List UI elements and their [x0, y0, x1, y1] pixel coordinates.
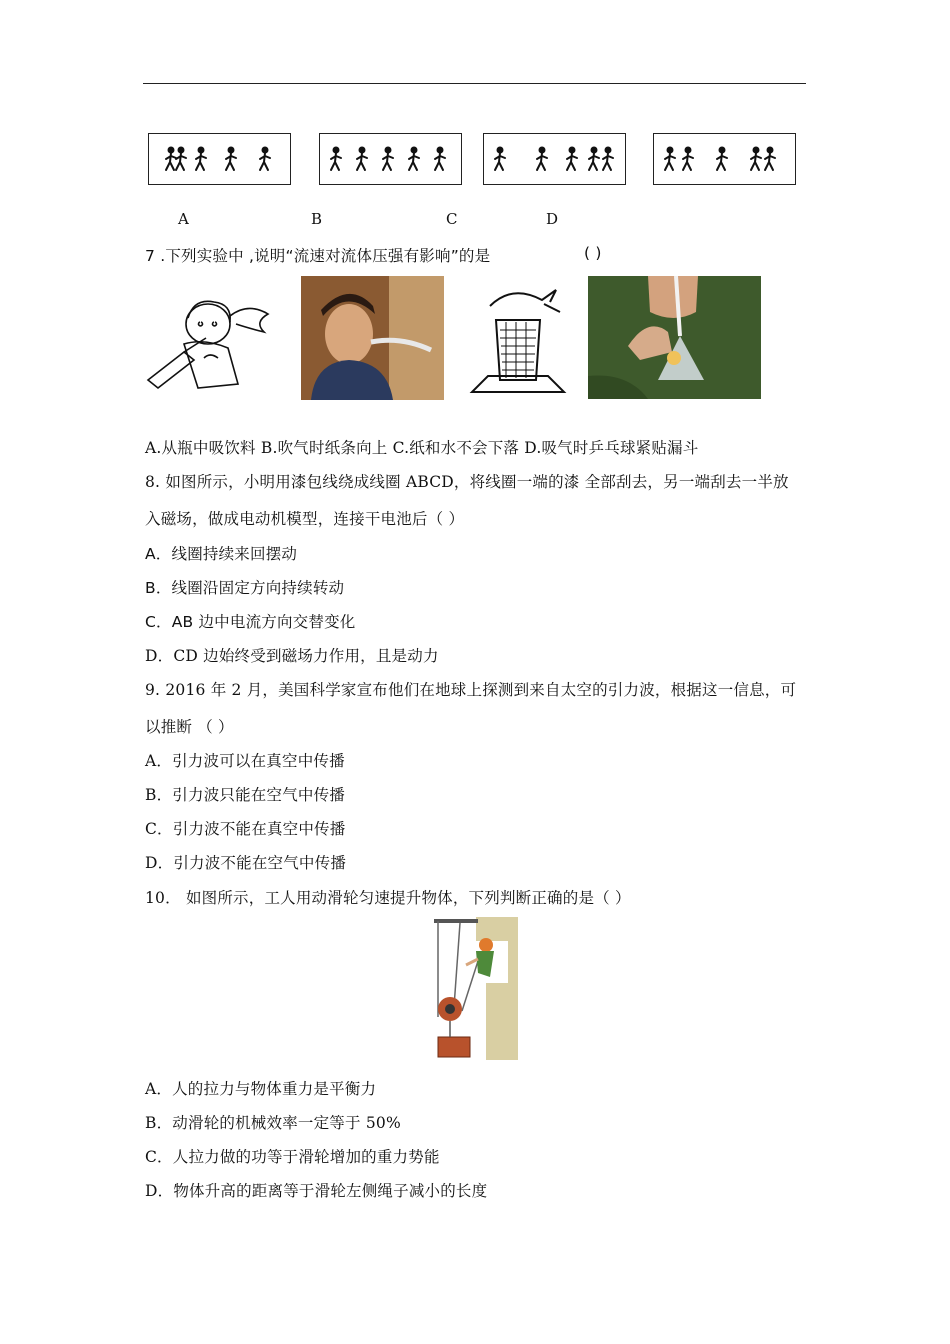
header-rule — [143, 83, 806, 84]
q10-option-b: B．动滑轮的机械效率一定等于 50% — [145, 1114, 401, 1132]
q7-stem: 7 .下列实验中 ,说明“流速对流体压强有影响”的是 — [145, 247, 491, 265]
q10-option-a: A．人的拉力与物体重力是平衡力 — [145, 1080, 377, 1098]
q8-option-a: A．线圈持续来回摆动 — [145, 545, 298, 563]
option-label-d: D — [546, 210, 559, 228]
q9-stem-line2: 以推断 （ ） — [145, 718, 234, 736]
q8-stem-line2 — [145, 507, 464, 529]
q8-option-b: B．线圈沿固定方向持续转动 — [145, 579, 345, 597]
runner-figure-a — [148, 133, 291, 185]
option-label-c: C — [446, 210, 458, 228]
q7-answer-paren: ( ) — [584, 244, 602, 262]
q9-stem-line1: 9. 2016 年 2 月，美国科学家宣布他们在地球上探测到来自太空的引力波，根据这一信息，可 — [145, 681, 797, 699]
q7-options: A.从瓶中吸饮料 B.吹气时纸条向上 C.纸和水不会下落 D.吸气时乒乓球紧贴漏斗 — [145, 439, 699, 457]
q9-option-a: A．引力波可以在真空中传播 — [145, 752, 345, 770]
q8-option-c: C．AB 边中电流方向交替变化 — [145, 613, 356, 631]
q7-figure-b-boy-blowing — [301, 276, 444, 400]
q10-option-c: C．人拉力做的功等于滑轮增加的重力势能 — [145, 1148, 440, 1166]
q7-figure-a-girl-drinking — [144, 288, 272, 398]
q10-stem: 10． 如图所示，工人用动滑轮匀速提升物体，下列判断正确的是（ ） — [145, 889, 631, 907]
option-label-a: A — [178, 210, 189, 228]
q8-stem-line1: 8. 如图所示，小明用漆包线绕成线圈 ABCD，将线圈一端的漆 全部刮去，另一端刮去一半放 — [145, 473, 789, 491]
q9-option-d: D．引力波不能在空气中传播 — [145, 854, 347, 872]
runner-figure-b — [319, 133, 462, 185]
runner-figure-c — [483, 133, 626, 185]
q10-figure-pulley-worker — [432, 917, 518, 1060]
q7-figure-d-funnel-pingpong — [588, 276, 761, 399]
option-label-b: B — [311, 210, 323, 228]
q8-option-d: D．CD 边始终受到磁场力作用，且是动力 — [145, 647, 439, 665]
q8-stem-line2-part2: 干电池后（ ） — [364, 510, 465, 528]
runner-figure-d — [653, 133, 796, 185]
q9-option-b: B．引力波只能在空气中传播 — [145, 786, 345, 804]
q9-option-c: C．引力波不能在真空中传播 — [145, 820, 346, 838]
q10-option-d: D．物体升高的距离等于滑轮左侧绳子减小的长度 — [145, 1182, 488, 1200]
q7-figure-c-cup-and-paper — [466, 276, 570, 400]
q8-stem-line2-part1: 入磁场，做成电动机模型，连接 — [145, 510, 365, 528]
